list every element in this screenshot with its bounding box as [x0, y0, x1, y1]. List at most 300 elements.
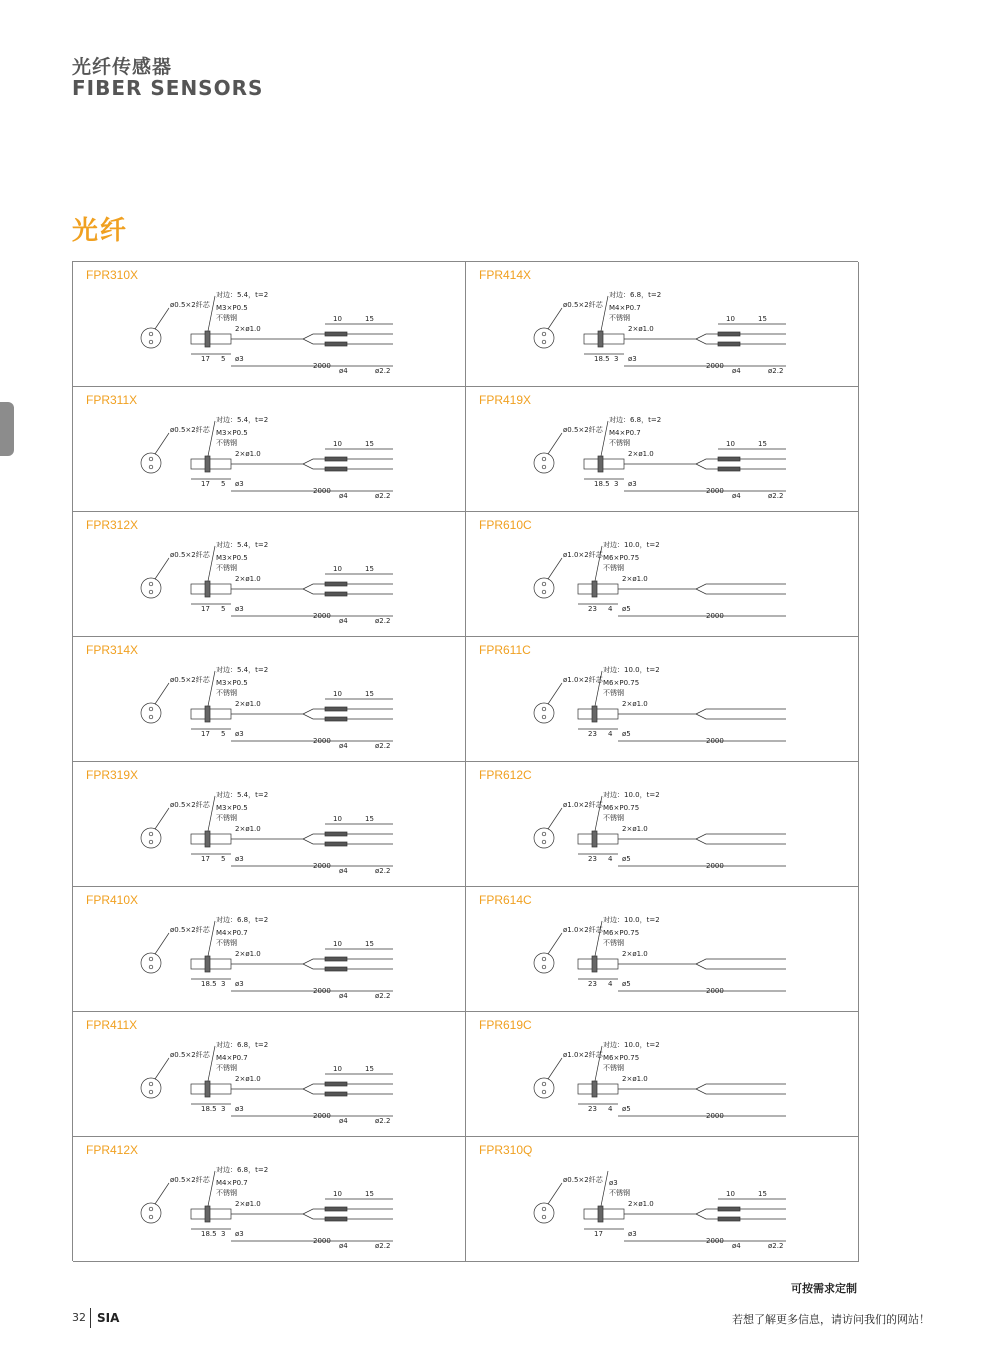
product-name: FPR310X [86, 268, 139, 282]
sensor-head [191, 959, 231, 969]
fiber-label: 2×ø1.0 [628, 450, 654, 458]
fiber-ends [696, 959, 786, 969]
fiber-core-dot [149, 1207, 153, 1211]
sheath-segment [325, 582, 347, 586]
fiber-ends [303, 709, 393, 719]
product-name: FPR411X [86, 1018, 138, 1032]
sheath-diameter-label: ø4 [732, 367, 741, 375]
product-cell [466, 262, 859, 387]
product-cell [466, 887, 859, 1012]
diameter-label: ø5 [622, 730, 631, 738]
cross-section-circle [534, 1078, 554, 1098]
sheath-segment [325, 1082, 347, 1086]
product-cell [466, 1137, 859, 1262]
dimension-drawing [466, 512, 858, 636]
product-cell [73, 1012, 466, 1137]
fiber-core-dot [149, 957, 153, 961]
nut-spec-label: 对边：10.0，t=2 [603, 916, 660, 924]
fiber-ends [303, 834, 393, 844]
cross-section-circle [534, 328, 554, 348]
length-label: 23 [588, 730, 597, 738]
thread-label: M3×P0.5 [216, 304, 248, 312]
sheath-segment [325, 967, 347, 971]
sheath-diameter-label: ø4 [339, 867, 348, 875]
core-label: ø0.5×2纤芯 [563, 1176, 603, 1184]
cross-section-circle [534, 1203, 554, 1223]
end-dimension-label: 15 [365, 440, 374, 448]
length-label: 18.5 [594, 355, 610, 363]
material-label: 不锈钢 [603, 939, 624, 947]
cross-section-circle [141, 578, 161, 598]
end-dimension-label: 15 [365, 815, 374, 823]
leader-line [155, 683, 169, 704]
material-label: 不锈钢 [216, 314, 237, 322]
diameter-label: ø3 [628, 355, 637, 363]
hex-nut [598, 331, 603, 347]
diameter-label: ø3 [628, 1230, 637, 1238]
diameter-label: ø5 [622, 980, 631, 988]
fiber-core-dot [542, 1215, 546, 1219]
cable-length-label: 2000 [313, 737, 331, 745]
header-title-cn: 光纤传感器 [72, 56, 173, 78]
end-dimension-label: 15 [365, 690, 374, 698]
end-diameter-label: ø2.2 [375, 992, 391, 1000]
fiber-core-dot [149, 715, 153, 719]
fiber-label: 2×ø1.0 [235, 575, 261, 583]
end-dimension-label: 15 [758, 315, 767, 323]
sheath-segment [325, 1092, 347, 1096]
fiber-ends [696, 1209, 786, 1219]
core-label: ø0.5×2纤芯 [170, 426, 210, 434]
length-label: 23 [588, 980, 597, 988]
product-cell [73, 512, 466, 637]
length-label: 3 [614, 480, 619, 488]
nut-spec-label: 对边：5.4，t=2 [216, 291, 269, 299]
end-diameter-label: ø2.2 [768, 492, 784, 500]
product-cell [466, 762, 859, 887]
fiber-core-dot [542, 590, 546, 594]
dimension-drawing [73, 1137, 465, 1261]
fiber-label: 2×ø1.0 [622, 950, 648, 958]
sheath-segment [325, 332, 347, 336]
dimension-drawing [73, 1012, 465, 1136]
leader-line [548, 683, 562, 704]
sheath-segment [325, 342, 347, 346]
fiber-core-dot [542, 965, 546, 969]
fiber-core-dot [542, 840, 546, 844]
leader-line [548, 808, 562, 829]
website-text: 若想了解更多信息，请访问我们的网站！ [732, 1313, 930, 1326]
leader-line [548, 1058, 562, 1079]
fiber-ends [303, 1084, 393, 1094]
fiber-core-dot [542, 332, 546, 336]
end-dimension-label: 15 [365, 315, 374, 323]
cable-length-label: 2000 [706, 862, 724, 870]
core-label: ø0.5×2纤芯 [563, 301, 603, 309]
length-label: 23 [588, 605, 597, 613]
leader-line [548, 308, 562, 329]
product-cell [73, 387, 466, 512]
cross-section-circle [141, 828, 161, 848]
diameter-label: ø5 [622, 855, 631, 863]
fiber-core-dot [149, 332, 153, 336]
length-label: 5 [221, 730, 226, 738]
core-label: ø0.5×2纤芯 [170, 926, 210, 934]
sheath-segment [325, 467, 347, 471]
nut-spec-label: 对边：5.4，t=2 [216, 541, 269, 549]
cross-section-circle [534, 578, 554, 598]
diameter-label: ø3 [235, 605, 244, 613]
hex-nut [205, 456, 210, 472]
thread-label: M6×P0.75 [603, 554, 640, 562]
sheath-segment [718, 342, 740, 346]
length-label: 3 [221, 980, 226, 988]
fiber-label: 2×ø1.0 [235, 1075, 261, 1083]
thread-label: M4×P0.7 [216, 1054, 248, 1062]
fiber-core-dot [149, 465, 153, 469]
thread-label: M4×P0.7 [609, 304, 641, 312]
core-label: ø1.0×2纤芯 [563, 551, 603, 559]
hex-nut [592, 706, 597, 722]
section-title: 光纤 [72, 216, 129, 246]
dimension-drawing [466, 637, 858, 761]
cross-section-circle [141, 453, 161, 473]
hex-nut [598, 456, 603, 472]
sensor-head [578, 584, 618, 594]
end-diameter-label: ø2.2 [768, 1242, 784, 1250]
brand-name: SIA [97, 1311, 120, 1325]
fiber-core-dot [149, 1090, 153, 1094]
end-dimension-label: 15 [365, 1065, 374, 1073]
dimension-drawing [466, 262, 858, 386]
nut-spec-label: 对边：5.4，t=2 [216, 791, 269, 799]
fiber-ends [303, 584, 393, 594]
fiber-core-dot [149, 832, 153, 836]
nut-spec-label: 对边：10.0，t=2 [603, 541, 660, 549]
fiber-core-dot [542, 582, 546, 586]
end-dimension-label: 10 [333, 940, 342, 948]
cross-section-circle [534, 703, 554, 723]
dimension-drawing [73, 387, 465, 511]
dimension-drawing [466, 887, 858, 1011]
material-label: 不锈钢 [603, 1064, 624, 1072]
material-label: 不锈钢 [216, 939, 237, 947]
sensor-head [191, 709, 231, 719]
product-cell [73, 637, 466, 762]
end-diameter-label: ø2.2 [375, 492, 391, 500]
cross-section-circle [141, 328, 161, 348]
material-label: 不锈钢 [609, 1189, 630, 1197]
thread-label: M3×P0.5 [216, 804, 248, 812]
fiber-ends [696, 709, 786, 719]
length-label: 23 [588, 855, 597, 863]
diameter-label: ø3 [235, 1230, 244, 1238]
length-label: 3 [614, 355, 619, 363]
end-dimension-label: 15 [365, 565, 374, 573]
core-label: ø0.5×2纤芯 [563, 426, 603, 434]
hex-nut [592, 831, 597, 847]
sheath-segment [718, 1217, 740, 1221]
sheath-diameter-label: ø4 [339, 742, 348, 750]
header-title-en: FIBER SENSORS [72, 76, 264, 100]
nut-spec-label: 对边：10.0，t=2 [603, 666, 660, 674]
dimension-drawing [466, 1137, 858, 1261]
sheath-diameter-label: ø4 [339, 367, 348, 375]
end-diameter-label: ø2.2 [375, 617, 391, 625]
cross-section-circle [534, 953, 554, 973]
length-label: 17 [201, 480, 210, 488]
end-dimension-label: 10 [333, 815, 342, 823]
sheath-segment [325, 457, 347, 461]
sensor-head [191, 1084, 231, 1094]
leader-line [548, 433, 562, 454]
nut-spec-label: 对边：5.4，t=2 [216, 416, 269, 424]
sheath-segment [718, 1207, 740, 1211]
sensor-head [191, 334, 231, 344]
cable-length-label: 2000 [313, 1237, 331, 1245]
product-name: FPR412X [86, 1143, 139, 1157]
cable-length-label: 2000 [313, 487, 331, 495]
sheath-diameter-label: ø4 [339, 992, 348, 1000]
length-label: 18.5 [201, 1105, 217, 1113]
nut-spec-label: 对边：6.8，t=2 [216, 1166, 269, 1174]
core-label: ø1.0×2纤芯 [563, 676, 603, 684]
length-label: 17 [201, 605, 210, 613]
length-label: 17 [201, 730, 210, 738]
sheath-segment [325, 592, 347, 596]
diameter-label: ø3 [235, 980, 244, 988]
hex-nut [598, 1206, 603, 1222]
diameter-label: ø3 [235, 480, 244, 488]
nut-spec-label: 对边：6.8，t=2 [609, 291, 662, 299]
sensor-head [578, 1084, 618, 1094]
thread-label: M4×P0.7 [609, 429, 641, 437]
core-label: ø0.5×2纤芯 [170, 1051, 210, 1059]
nut-spec-label: 对边：5.4，t=2 [216, 666, 269, 674]
length-label: 3 [221, 1230, 226, 1238]
core-label: ø0.5×2纤芯 [170, 676, 210, 684]
length-label: 18.5 [201, 980, 217, 988]
sheath-segment [718, 467, 740, 471]
material-label: 不锈钢 [603, 689, 624, 697]
sheath-segment [325, 1207, 347, 1211]
cable-length-label: 2000 [706, 987, 724, 995]
material-label: 不锈钢 [603, 564, 624, 572]
cable-length-label: 2000 [706, 362, 724, 370]
length-label: 17 [594, 1230, 603, 1238]
leader-line [548, 933, 562, 954]
fiber-label: 2×ø1.0 [628, 1200, 654, 1208]
product-cell [466, 387, 859, 512]
sensor-head [584, 459, 624, 469]
dimension-drawing [466, 1012, 858, 1136]
end-diameter-label: ø2.2 [375, 742, 391, 750]
cross-section-circle [534, 828, 554, 848]
nut-spec-label: 对边：10.0，t=2 [603, 1041, 660, 1049]
sensor-head [191, 1209, 231, 1219]
page-number: 32 [72, 1311, 86, 1324]
dimension-drawing [73, 512, 465, 636]
sheath-segment [325, 1217, 347, 1221]
leader-line [155, 308, 169, 329]
material-label: 不锈钢 [216, 814, 237, 822]
dimension-drawing [73, 262, 465, 386]
dimension-drawing [466, 762, 858, 886]
core-label: ø1.0×2纤芯 [563, 926, 603, 934]
hex-nut [205, 956, 210, 972]
diameter-label: ø3 [235, 1105, 244, 1113]
leader-line [155, 433, 169, 454]
thread-label: M6×P0.75 [603, 1054, 640, 1062]
end-diameter-label: ø2.2 [375, 1117, 391, 1125]
leader-line [155, 808, 169, 829]
hex-nut [592, 956, 597, 972]
end-dimension-label: 10 [333, 315, 342, 323]
fiber-ends [303, 334, 393, 344]
sensor-head [191, 584, 231, 594]
length-label: 5 [221, 355, 226, 363]
end-diameter-label: ø2.2 [768, 367, 784, 375]
footer-divider [90, 1308, 91, 1328]
end-dimension-label: 10 [726, 440, 735, 448]
cable-length-label: 2000 [706, 737, 724, 745]
sheath-diameter-label: ø4 [732, 1242, 741, 1250]
product-name: FPR614C [479, 893, 532, 907]
diameter-label: ø3 [235, 355, 244, 363]
fiber-core-dot [542, 340, 546, 344]
fiber-core-dot [149, 965, 153, 969]
product-name: FPR619C [479, 1018, 532, 1032]
sheath-segment [325, 842, 347, 846]
length-label: 3 [221, 1105, 226, 1113]
hex-nut [205, 831, 210, 847]
end-diameter-label: ø2.2 [375, 867, 391, 875]
fiber-core-dot [542, 957, 546, 961]
product-name: FPR310Q [479, 1143, 533, 1157]
sensor-head [578, 709, 618, 719]
fiber-core-dot [149, 1082, 153, 1086]
dimension-drawing [73, 637, 465, 761]
length-label: 4 [608, 855, 613, 863]
cable-length-label: 2000 [313, 612, 331, 620]
end-dimension-label: 10 [333, 1190, 342, 1198]
diameter-label: ø5 [622, 605, 631, 613]
hex-nut [205, 1081, 210, 1097]
cross-section-circle [141, 1078, 161, 1098]
sensor-head [191, 459, 231, 469]
page-footer [72, 1308, 930, 1330]
fiber-core-dot [542, 1090, 546, 1094]
fiber-label: 2×ø1.0 [622, 700, 648, 708]
end-dimension-label: 15 [758, 440, 767, 448]
length-label: 5 [221, 480, 226, 488]
end-dimension-label: 10 [726, 1190, 735, 1198]
fiber-label: 2×ø1.0 [235, 325, 261, 333]
fiber-ends [696, 834, 786, 844]
fiber-ends [696, 584, 786, 594]
end-dimension-label: 15 [365, 940, 374, 948]
end-dimension-label: 10 [726, 315, 735, 323]
material-label: 不锈钢 [216, 564, 237, 572]
thread-label: M6×P0.75 [603, 679, 640, 687]
sheath-diameter-label: ø4 [339, 1117, 348, 1125]
end-diameter-label: ø2.2 [375, 367, 391, 375]
dimension-drawing [73, 887, 465, 1011]
fiber-ends [696, 334, 786, 344]
cable-length-label: 2000 [706, 1237, 724, 1245]
core-label: ø0.5×2纤芯 [170, 551, 210, 559]
sheath-diameter-label: ø4 [339, 1242, 348, 1250]
fiber-label: 2×ø1.0 [235, 700, 261, 708]
product-cell [73, 1137, 466, 1262]
product-cell [73, 262, 466, 387]
material-label: 不锈钢 [609, 439, 630, 447]
thread-label: M6×P0.75 [603, 929, 640, 937]
cross-section-circle [141, 953, 161, 973]
cable-length-label: 2000 [313, 1112, 331, 1120]
material-label: 不锈钢 [603, 814, 624, 822]
diameter-label: ø3 [628, 480, 637, 488]
fiber-core-dot [542, 1082, 546, 1086]
product-name: FPR414X [479, 268, 532, 282]
product-name: FPR610C [479, 518, 532, 532]
fiber-core-dot [542, 465, 546, 469]
fiber-ends [696, 459, 786, 469]
length-label: 4 [608, 980, 613, 988]
nut-spec-label: 对边：6.8，t=2 [216, 916, 269, 924]
fiber-label: 2×ø1.0 [235, 1200, 261, 1208]
diameter-label: ø5 [622, 1105, 631, 1113]
core-label: ø0.5×2纤芯 [170, 801, 210, 809]
sheath-segment [325, 707, 347, 711]
fiber-core-dot [149, 457, 153, 461]
length-label: 4 [608, 605, 613, 613]
product-name: FPR314X [86, 643, 139, 657]
sensor-head [584, 1209, 624, 1219]
fiber-label: 2×ø1.0 [628, 325, 654, 333]
side-tab [0, 402, 14, 456]
leader-line [548, 1183, 562, 1204]
length-label: 17 [201, 355, 210, 363]
dimension-drawing [73, 762, 465, 886]
length-label: 18.5 [594, 480, 610, 488]
hex-nut [205, 581, 210, 597]
product-name: FPR612C [479, 768, 532, 782]
material-label: 不锈钢 [216, 439, 237, 447]
fiber-core-dot [542, 1207, 546, 1211]
hex-nut [205, 1206, 210, 1222]
length-label: 17 [201, 855, 210, 863]
end-dimension-label: 10 [333, 565, 342, 573]
fiber-core-dot [149, 590, 153, 594]
product-name: FPR319X [86, 768, 139, 782]
fiber-core-dot [149, 582, 153, 586]
hex-nut [205, 331, 210, 347]
product-name: FPR311X [86, 393, 138, 407]
sensor-head [578, 834, 618, 844]
fiber-label: 2×ø1.0 [235, 450, 261, 458]
core-label: ø1.0×2纤芯 [563, 1051, 603, 1059]
length-label: 5 [221, 605, 226, 613]
nut-spec-label: 对边：10.0，t=2 [603, 791, 660, 799]
leader-line [155, 933, 169, 954]
end-dimension-label: 15 [758, 1190, 767, 1198]
cross-section-circle [141, 703, 161, 723]
diameter-label: ø3 [235, 730, 244, 738]
sheath-segment [325, 717, 347, 721]
length-label: 23 [588, 1105, 597, 1113]
fiber-label: 2×ø1.0 [622, 575, 648, 583]
